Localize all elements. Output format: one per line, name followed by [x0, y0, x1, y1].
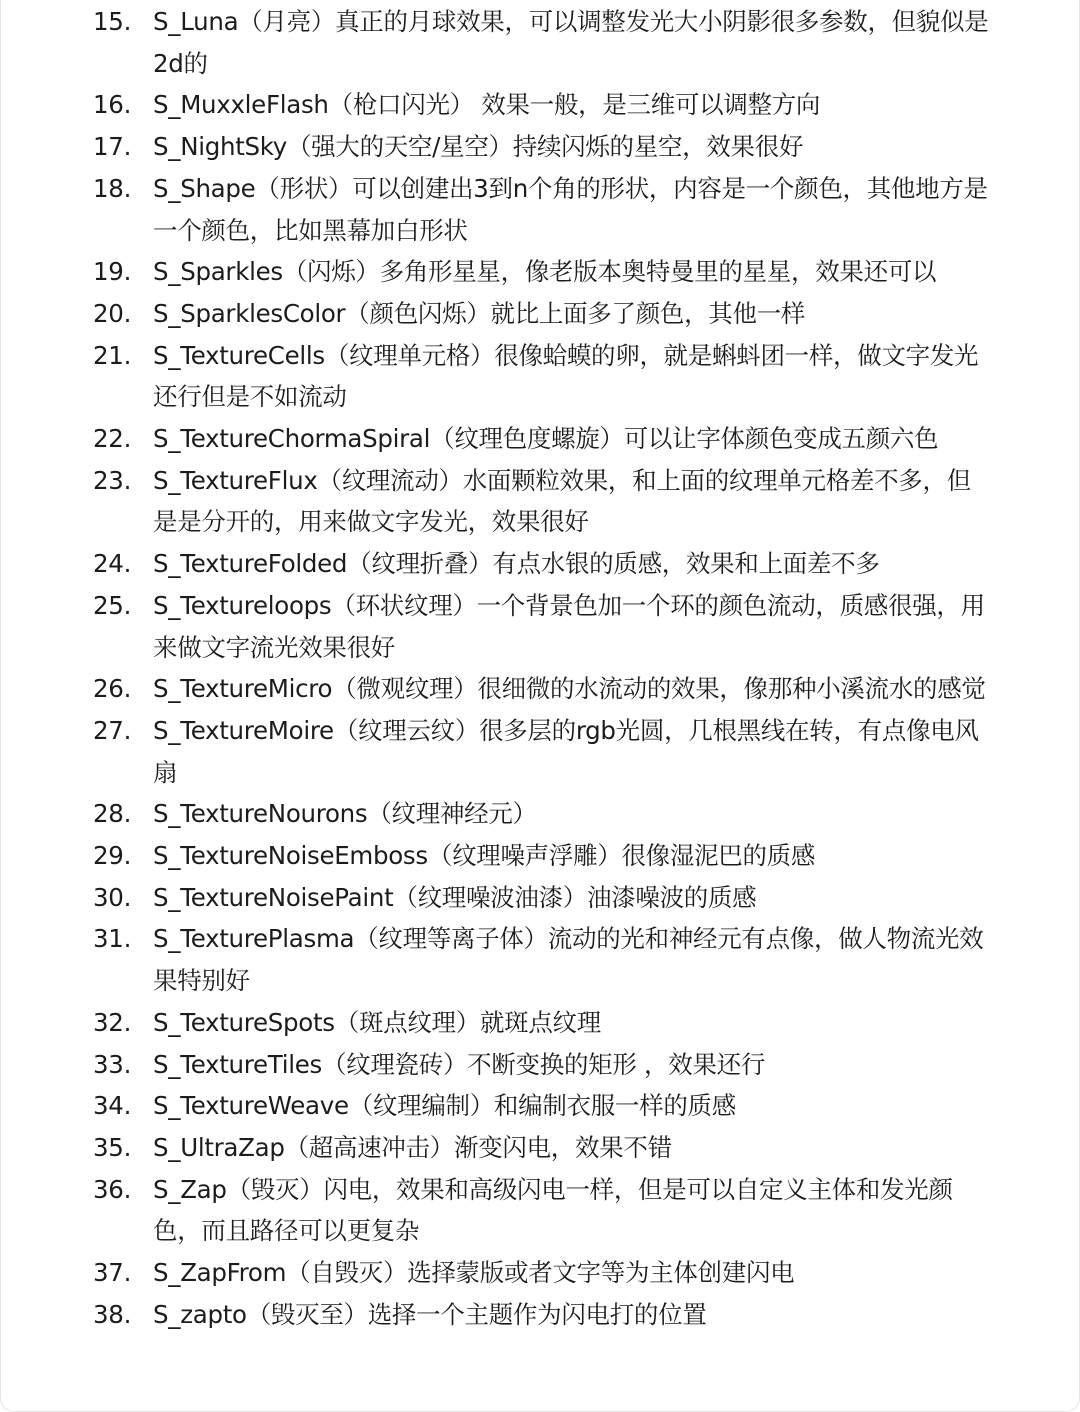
item-text: S_Sparkles（闪烁）多角形星星，像老版本奥特曼里的星星，效果还可以: [153, 257, 937, 287]
list-item: [1, 543, 1080, 585]
item-number: 30.: [93, 882, 132, 912]
list-item: [1, 1127, 1080, 1169]
list-item: [1, 835, 1080, 877]
item-number: 15.: [93, 7, 132, 36]
item-number: 36.: [93, 1174, 132, 1204]
item-number: 35.: [93, 1132, 132, 1162]
item-number: 24.: [93, 549, 132, 579]
item-text: S_UltraZap（超高速冲击）渐变闪电，效果不错: [153, 1132, 672, 1162]
list-item: [1, 168, 1080, 251]
item-text: S_TextureMoire（纹理云纹）很多层的rgb光圆，几根黑线在转，有点像电风扇: [153, 715, 979, 787]
item-number: 17.: [93, 132, 132, 162]
item-text: S_NightSky（强大的天空/星空）持续闪烁的星空，效果很好: [153, 132, 804, 162]
item-text: S_TextureNourons（纹理神经元）: [153, 799, 537, 829]
item-text: S_TextureNoisePaint（纹理噪波油漆）油漆噪波的质感: [153, 882, 757, 912]
list-item: [1, 460, 1080, 543]
item-text: S_TexturePlasma（纹理等离子体）流动的光和神经元有点像，做人物流光效果特别好: [153, 924, 984, 996]
list-item: [1, 710, 1080, 793]
list-item: [1, 251, 1080, 293]
list-item: [1, 1169, 1080, 1252]
list-item: [1, 1085, 1080, 1127]
item-text: S_Shape（形状）可以创建出3到n个角的形状，内容是一个颜色，其他地方是一个颜色，比如黑幕加白形状: [153, 173, 988, 245]
item-text: S_SparklesColor（颜色闪烁）就比上面多了颜色，其他一样: [153, 298, 806, 328]
item-number: 34.: [93, 1091, 132, 1121]
item-text: S_TextureTiles（纹理瓷砖）不断变换的矩形 ，效果还行: [153, 1049, 766, 1079]
item-number: 22.: [93, 424, 132, 454]
item-text: S_TextureCells（纹理单元格）很像蛤蟆的卵，就是蝌蚪团一样，做文字发光还行但是不如流动: [153, 340, 979, 412]
item-number: 16.: [93, 90, 132, 120]
item-text: S_Luna（月亮）真正的月球效果，可以调整发光大小阴影很多参数，但貌似是2d的: [153, 7, 989, 78]
item-text: S_TextureMicro（微观纹理）很细微的水流动的效果，像那种小溪流水的感觉: [153, 674, 986, 704]
list-item: [1, 335, 1080, 418]
list-item: [1, 1002, 1080, 1044]
list-item: [1, 1252, 1080, 1294]
list-item: [1, 918, 1080, 1001]
list-item: [1, 585, 1080, 668]
item-number: 25.: [93, 590, 132, 620]
item-text: S_TextureWeave（纹理编制）和编制衣服一样的质感: [153, 1091, 736, 1121]
list-item: [1, 84, 1080, 126]
list-item: [1, 1, 1080, 84]
item-text: S_TextureFlux（纹理流动）水面颗粒效果，和上面的纹理单元格差不多，但是是分开的，用来做文字发光，效果很好: [153, 465, 971, 537]
item-number: 23.: [93, 465, 132, 495]
item-text: S_TextureFolded（纹理折叠）有点水银的质感，效果和上面差不多: [153, 549, 880, 579]
effect-list: [1, 1, 1080, 1336]
item-number: 31.: [93, 924, 132, 954]
item-number: 18.: [93, 173, 132, 203]
list-item: [1, 1294, 1080, 1336]
item-text: S_TextureNoiseEmboss（纹理噪声浮雕）很像湿泥巴的质感: [153, 841, 816, 871]
item-text: S_zapto（毁灭至）选择一个主题作为闪电打的位置: [153, 1299, 707, 1329]
item-text: S_ZapFrom（自毁灭）选择蒙版或者文字等为主体创建闪电: [153, 1258, 795, 1288]
item-number: 38.: [93, 1299, 132, 1329]
item-number: 32.: [93, 1007, 132, 1037]
item-text: S_Zap（毁灭）闪电，效果和高级闪电一样，但是可以自定义主体和发光颜色，而且路径可以更复杂: [153, 1174, 953, 1246]
item-number: 21.: [93, 340, 132, 370]
list-item: [1, 418, 1080, 460]
item-number: 27.: [93, 715, 132, 745]
list-item: [1, 668, 1080, 710]
list-item: [1, 293, 1080, 335]
item-number: 28.: [93, 799, 132, 829]
item-number: 37.: [93, 1258, 132, 1288]
list-item: [1, 1044, 1080, 1086]
item-number: 33.: [93, 1049, 132, 1079]
item-number: 29.: [93, 841, 132, 871]
list-item: [1, 877, 1080, 919]
list-item: [1, 126, 1080, 168]
item-text: S_Textureloops（环状纹理）一个背景色加一个环的颜色流动，质感很强，用来做文字流光效果很好: [153, 590, 985, 662]
item-number: 20.: [93, 298, 132, 328]
item-text: S_TextureChormaSpiral（纹理色度螺旋）可以让字体颜色变成五颜六色: [153, 424, 939, 454]
item-text: S_MuxxleFlash（枪口闪光） 效果一般，是三维可以调整方向: [153, 90, 821, 120]
item-number: 26.: [93, 674, 132, 704]
item-text: S_TextureSpots（斑点纹理）就斑点纹理: [153, 1007, 601, 1037]
list-item: [1, 793, 1080, 835]
item-number: 19.: [93, 257, 132, 287]
